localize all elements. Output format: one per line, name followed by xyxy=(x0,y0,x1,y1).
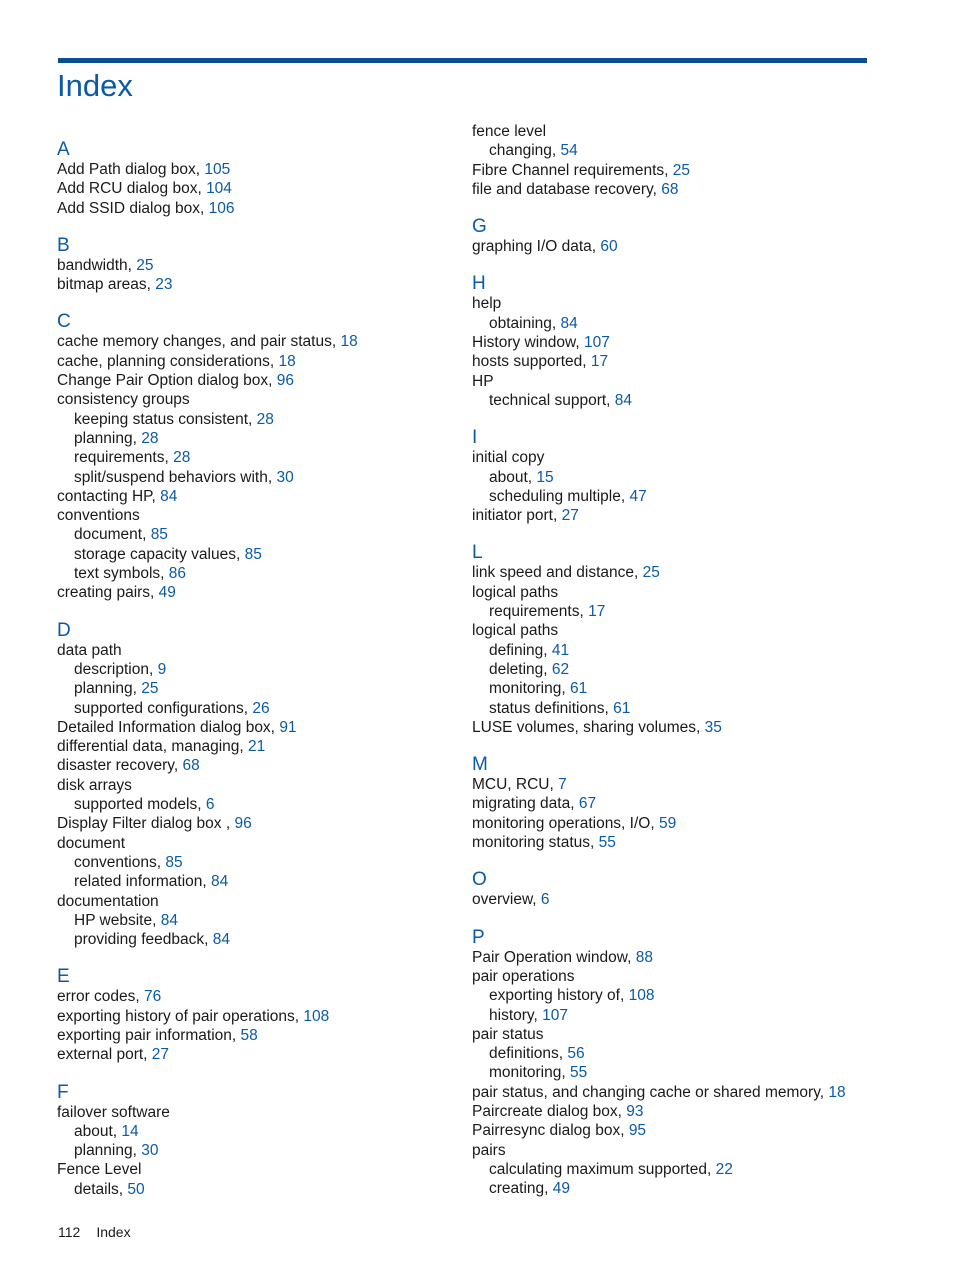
index-page-link[interactable]: 106 xyxy=(208,199,235,217)
index-subentry xyxy=(472,1044,902,1063)
index-subentry xyxy=(472,699,902,718)
index-subentry xyxy=(472,1006,902,1025)
index-entry xyxy=(472,1025,902,1044)
index-page-link[interactable]: 26 xyxy=(252,699,270,717)
index-subentry xyxy=(472,1179,902,1198)
index-page-link[interactable]: 107 xyxy=(542,1006,568,1024)
index-entry xyxy=(472,333,902,352)
index-entry-text: initial copy xyxy=(472,449,545,467)
index-entry-text: keeping status consistent, xyxy=(74,410,257,428)
index-subentry xyxy=(57,429,457,448)
index-entry-text: link speed and distance, xyxy=(472,564,643,582)
index-entry-text: external port, xyxy=(57,1046,152,1064)
index-entry xyxy=(472,948,902,967)
index-entry-text: creating pairs, xyxy=(57,584,159,602)
index-page-link[interactable]: 68 xyxy=(661,180,679,198)
index-entry-text: MCU, RCU, xyxy=(472,776,559,794)
index-entry-text: storage capacity values, xyxy=(74,545,245,563)
index-page-link[interactable]: 104 xyxy=(206,180,232,198)
index-entry-text: LUSE volumes, sharing volumes, xyxy=(472,718,705,736)
index-entry-text: consistency groups xyxy=(57,391,190,409)
index-subentry xyxy=(472,679,902,698)
index-group xyxy=(472,928,902,1199)
index-page-link[interactable]: 86 xyxy=(168,565,186,583)
index-entry-text: changing, xyxy=(489,142,561,160)
index-entry-text: cache, planning considerations, xyxy=(57,352,279,370)
index-entry xyxy=(57,352,457,371)
index-entry-text: description, xyxy=(74,660,158,678)
index-page-link[interactable]: 17 xyxy=(588,603,606,621)
index-entry-text: supported configurations, xyxy=(74,699,253,717)
index-entry-text: Pairresync dialog box, xyxy=(472,1122,629,1140)
index-page-link[interactable]: 27 xyxy=(151,1046,170,1064)
index-page-link[interactable]: 14 xyxy=(121,1122,139,1140)
index-subentry xyxy=(57,1180,457,1199)
index-entry-text: file and database recovery, xyxy=(472,180,662,198)
index-page-link[interactable]: 28 xyxy=(173,449,191,467)
index-page-link[interactable]: 107 xyxy=(583,334,610,352)
index-entry xyxy=(472,833,902,852)
index-column-left xyxy=(57,140,457,1199)
index-entry xyxy=(472,1083,902,1102)
index-entry-text: Change Pair Option dialog box, xyxy=(57,372,277,390)
index-subentry xyxy=(57,1122,457,1141)
index-entry-text: details, xyxy=(74,1180,128,1198)
index-entry-text: requirements, xyxy=(489,603,589,621)
index-entry xyxy=(57,506,457,525)
index-page-link[interactable]: 84 xyxy=(560,314,578,332)
index-page-link[interactable]: 15 xyxy=(536,468,554,486)
index-subentry xyxy=(472,660,902,679)
index-page-link[interactable]: 59 xyxy=(658,814,677,832)
index-entry-text: monitoring operations, I/O, xyxy=(472,814,659,832)
index-entry-text: related information, xyxy=(74,873,211,891)
index-entry xyxy=(472,814,902,833)
index-page-link[interactable]: 55 xyxy=(598,834,616,852)
index-page-link[interactable]: 56 xyxy=(567,1045,585,1063)
index-entry xyxy=(472,237,902,256)
index-page-link[interactable]: 55 xyxy=(569,1064,588,1082)
index-page-link[interactable]: 85 xyxy=(165,853,183,871)
index-entry xyxy=(472,1102,902,1121)
header-rule xyxy=(58,58,867,63)
footer-section-label: Index xyxy=(96,1224,131,1240)
index-page-link[interactable]: 93 xyxy=(626,1102,644,1120)
index-entry-text: overview, xyxy=(472,891,541,909)
index-entry-text: initiator port, xyxy=(472,507,562,525)
index-entry-text: conventions xyxy=(57,507,140,525)
index-entry xyxy=(57,1007,457,1026)
index-entry-text: supported models, xyxy=(74,796,206,814)
index-entry xyxy=(472,161,902,180)
index-page-link[interactable]: 28 xyxy=(141,429,159,447)
index-entry-text: Pair Operation window, xyxy=(472,948,636,966)
index-entry xyxy=(472,794,902,813)
index-entry-text: documentation xyxy=(57,892,159,910)
index-subentry xyxy=(57,699,457,718)
index-entry xyxy=(57,1103,457,1122)
index-entry-text: Add RCU dialog box, xyxy=(57,180,207,198)
index-entry xyxy=(472,180,902,199)
index-entry-text: logical paths xyxy=(472,583,559,601)
index-group xyxy=(472,428,902,525)
index-page-link[interactable]: 35 xyxy=(704,718,722,736)
index-entry-text: fence level xyxy=(472,123,547,140)
index-page-link[interactable]: 18 xyxy=(278,352,296,370)
index-page-link[interactable]: 17 xyxy=(590,353,609,371)
index-entry-text: calculating maximum supported, xyxy=(489,1160,716,1178)
index-letter-heading: L xyxy=(472,542,483,564)
index-entry-text: technical support, xyxy=(489,391,615,409)
index-page-link[interactable]: 68 xyxy=(182,757,200,775)
index-subentry xyxy=(57,525,457,544)
index-entry xyxy=(472,563,902,582)
index-subentry xyxy=(472,391,902,410)
index-entry-text: Fence Level xyxy=(57,1161,142,1179)
index-subentry xyxy=(472,1160,902,1179)
index-entry xyxy=(57,1160,457,1179)
index-group xyxy=(472,217,902,256)
index-entry-text: defining, xyxy=(489,641,552,659)
index-entry xyxy=(57,256,457,275)
index-subentry xyxy=(57,545,457,564)
index-group xyxy=(472,755,902,852)
index-entry xyxy=(472,1121,902,1140)
index-entry xyxy=(472,506,902,525)
footer-page-number: 112 xyxy=(58,1224,81,1240)
index-entry-text: failover software xyxy=(57,1103,170,1121)
index-entry-text: cache memory changes, and pair status, xyxy=(57,333,341,351)
index-entry-text: data path xyxy=(57,641,122,659)
index-page-link[interactable]: 58 xyxy=(240,1026,258,1044)
index-page-link[interactable]: 105 xyxy=(204,161,231,178)
index-entry-text: help xyxy=(472,295,502,313)
index-entry-text: document, xyxy=(74,526,151,544)
index-entry-text: pair status, and changing cache or shared memory, xyxy=(472,1083,829,1101)
index-group xyxy=(57,967,457,1064)
index-entry-text: pairs xyxy=(472,1141,506,1159)
index-entry-text: document xyxy=(57,834,126,852)
index-entry xyxy=(472,1141,902,1160)
index-entry xyxy=(472,294,902,313)
index-entry xyxy=(472,448,902,467)
index-entry xyxy=(472,967,902,986)
index-page-link[interactable]: 85 xyxy=(150,526,168,544)
index-subentry xyxy=(472,986,902,1005)
index-entry-text: Detailed Information dialog box, xyxy=(57,718,280,736)
index-entry xyxy=(57,583,457,602)
index-entry xyxy=(57,737,457,756)
index-page-link[interactable]: 18 xyxy=(340,333,358,351)
index-page-link[interactable]: 108 xyxy=(303,1007,330,1025)
index-group xyxy=(472,274,902,410)
index-letter-heading: M xyxy=(472,754,488,776)
index-entry-text: HP xyxy=(472,372,494,390)
index-page-link[interactable]: 28 xyxy=(256,410,274,428)
index-entry xyxy=(472,621,902,640)
index-entry xyxy=(472,583,902,602)
index-entry xyxy=(57,814,457,833)
index-page-link[interactable]: 49 xyxy=(552,1180,571,1198)
index-entry-text: deleting, xyxy=(489,660,552,678)
index-page-link[interactable]: 84 xyxy=(212,931,230,949)
index-entry xyxy=(57,776,457,795)
index-subentry xyxy=(57,448,457,467)
index-page-link[interactable]: 25 xyxy=(672,161,690,179)
index-page-link[interactable]: 7 xyxy=(558,776,567,794)
index-letter-heading: A xyxy=(57,139,70,160)
index-entry xyxy=(57,756,457,775)
index-page-link[interactable]: 9 xyxy=(157,660,167,678)
index-page-link[interactable]: 76 xyxy=(144,988,162,1006)
index-entry-text: differential data, managing, xyxy=(57,738,249,756)
index-subentry xyxy=(57,410,457,429)
index-entry-text: split/suspend behaviors with, xyxy=(74,468,277,486)
index-page-link[interactable]: 6 xyxy=(205,796,215,814)
index-subentry xyxy=(57,911,457,930)
index-entry-text: planning, xyxy=(74,1142,142,1160)
index-entry-text: about, xyxy=(74,1122,122,1140)
index-subentry xyxy=(57,853,457,872)
index-entry xyxy=(57,179,457,198)
index-entry xyxy=(472,352,902,371)
index-page-link[interactable]: 27 xyxy=(561,507,579,525)
index-entry-text: pair status xyxy=(472,1025,544,1043)
index-entry-text: Add Path dialog box, xyxy=(57,161,205,178)
index-entry xyxy=(57,1026,457,1045)
index-page-link[interactable]: 84 xyxy=(160,911,178,929)
index-entry-text: error codes, xyxy=(57,988,145,1006)
index-page-link[interactable]: 96 xyxy=(234,815,252,833)
index-page-link[interactable]: 91 xyxy=(279,718,297,736)
index-entry-text: monitoring, xyxy=(489,1064,570,1082)
index-entry xyxy=(57,160,457,179)
index-entry-text: HP website, xyxy=(74,911,161,929)
index-entry-text: monitoring, xyxy=(489,680,570,698)
index-entry-text: conventions, xyxy=(74,853,166,871)
index-entry xyxy=(472,122,902,141)
index-group xyxy=(472,870,902,909)
index-letter-heading: E xyxy=(57,966,70,988)
index-entry-text: pair operations xyxy=(472,967,575,985)
index-page-link[interactable]: 30 xyxy=(276,468,294,486)
index-entry-text: hosts supported, xyxy=(472,353,591,371)
index-entry-text: Display Filter dialog box , xyxy=(57,815,235,833)
index-entry xyxy=(57,987,457,1006)
index-letter-heading: H xyxy=(472,273,486,295)
index-entry-text: creating, xyxy=(489,1180,553,1198)
index-entry-text: exporting history of pair operations, xyxy=(57,1007,304,1025)
index-entry xyxy=(57,718,457,737)
index-entry xyxy=(472,372,902,391)
index-entry-text: logical paths xyxy=(472,622,559,640)
index-entry-text: planning, xyxy=(74,680,142,698)
index-entry-text: planning, xyxy=(74,429,142,447)
index-page-link[interactable]: 6 xyxy=(540,891,550,909)
index-entry xyxy=(57,487,457,506)
index-page-link[interactable]: 50 xyxy=(127,1180,145,1198)
index-page-link[interactable]: 84 xyxy=(614,391,633,409)
page-title: Index xyxy=(57,68,133,103)
index-subentry xyxy=(472,602,902,621)
index-entry-text: disk arrays xyxy=(57,776,132,794)
index-entry-text: History window, xyxy=(472,334,584,352)
index-subentry xyxy=(472,141,902,160)
index-subentry xyxy=(57,660,457,679)
index-letter-heading: O xyxy=(472,869,487,891)
index-entry-text: Fibre Channel requirements, xyxy=(472,161,673,179)
index-page-link[interactable]: 61 xyxy=(569,680,588,698)
index-page-link[interactable]: 61 xyxy=(613,699,631,717)
index-subentry xyxy=(472,487,902,506)
index-entry-text: bitmap areas, xyxy=(57,276,156,294)
index-page-link[interactable]: 47 xyxy=(629,487,647,505)
index-entry xyxy=(57,332,457,351)
index-entry xyxy=(472,718,902,737)
index-page-link[interactable]: 25 xyxy=(136,256,154,274)
index-entry-text: graphing I/O data, xyxy=(472,238,601,256)
index-entry xyxy=(57,390,457,409)
index-page-link[interactable]: 25 xyxy=(141,680,159,698)
index-page-link[interactable]: 96 xyxy=(276,372,294,390)
index-entry-text: contacting HP, xyxy=(57,487,161,505)
index-entry-text: disaster recovery, xyxy=(57,757,183,775)
index-entry-text: Paircreate dialog box, xyxy=(472,1102,627,1120)
index-page-link[interactable]: 23 xyxy=(155,276,173,294)
index-page-link[interactable]: 67 xyxy=(578,795,597,813)
index-page-link[interactable]: 60 xyxy=(600,238,618,256)
index-page-link[interactable]: 49 xyxy=(158,584,176,602)
index-entry-text: obtaining, xyxy=(489,314,561,332)
index-entry-text: exporting history of, xyxy=(489,987,629,1005)
index-group xyxy=(57,236,457,295)
index-entry-text: requirements, xyxy=(74,449,174,467)
index-letter-heading: I xyxy=(472,427,478,449)
index-page-link[interactable]: 30 xyxy=(141,1142,159,1160)
index-group xyxy=(57,1083,457,1199)
index-subentry xyxy=(57,930,457,949)
index-letter-heading: B xyxy=(57,234,70,256)
index-entry xyxy=(57,892,457,911)
index-entry xyxy=(472,775,902,794)
index-group xyxy=(57,140,457,218)
index-entry-text: monitoring status, xyxy=(472,834,599,852)
index-entry xyxy=(57,641,457,660)
index-subentry xyxy=(57,679,457,698)
index-subentry xyxy=(472,1063,902,1082)
index-subentry xyxy=(57,564,457,583)
index-page-link[interactable]: 84 xyxy=(160,487,178,505)
index-entry-text: history, xyxy=(489,1006,543,1024)
index-entry-text: definitions, xyxy=(489,1045,568,1063)
index-page-link[interactable]: 18 xyxy=(828,1083,846,1101)
index-page-link[interactable]: 41 xyxy=(551,641,570,659)
index-subentry xyxy=(57,1141,457,1160)
index-page-link[interactable]: 54 xyxy=(560,142,578,160)
index-group xyxy=(472,122,902,199)
index-entry-text: status definitions, xyxy=(489,699,614,717)
index-group xyxy=(57,312,457,602)
index-subentry xyxy=(472,641,902,660)
index-page-link[interactable]: 85 xyxy=(244,545,262,563)
index-column-right xyxy=(472,122,902,1198)
index-letter-heading: C xyxy=(57,311,71,333)
index-page-link[interactable]: 95 xyxy=(628,1122,647,1140)
index-entry-text: exporting pair information, xyxy=(57,1026,241,1044)
index-subentry xyxy=(472,314,902,333)
index-group xyxy=(472,543,902,737)
index-subentry xyxy=(57,468,457,487)
page-footer xyxy=(58,1223,131,1241)
index-page-link[interactable]: 62 xyxy=(551,660,570,678)
index-subentry xyxy=(472,468,902,487)
index-entry xyxy=(57,834,457,853)
index-page-link[interactable]: 25 xyxy=(642,564,660,582)
index-letter-heading: D xyxy=(57,619,71,641)
index-page-link[interactable]: 21 xyxy=(248,738,266,756)
index-entry xyxy=(57,1045,457,1064)
index-letter-heading: F xyxy=(57,1081,69,1103)
index-entry-text: providing feedback, xyxy=(74,931,213,949)
index-entry xyxy=(57,371,457,390)
index-page-link[interactable]: 22 xyxy=(715,1160,733,1178)
index-entry-text: bandwidth, xyxy=(57,256,137,274)
index-entry xyxy=(57,199,457,218)
index-entry-text: text symbols, xyxy=(74,565,169,583)
index-entry-text: scheduling multiple, xyxy=(489,487,630,505)
index-entry-text: migrating data, xyxy=(472,795,579,813)
index-letter-heading: G xyxy=(472,216,487,238)
index-entry-text: about, xyxy=(489,468,537,486)
index-group xyxy=(57,621,457,950)
index-entry-text: Add SSID dialog box, xyxy=(57,199,209,217)
index-subentry xyxy=(57,795,457,814)
index-page-link[interactable]: 108 xyxy=(628,987,655,1005)
index-subentry xyxy=(57,872,457,891)
index-page-link[interactable]: 88 xyxy=(635,948,653,966)
index-page-link[interactable]: 84 xyxy=(211,873,229,891)
index-entry xyxy=(57,275,457,294)
index-letter-heading: P xyxy=(472,926,485,948)
index-entry xyxy=(472,890,902,909)
